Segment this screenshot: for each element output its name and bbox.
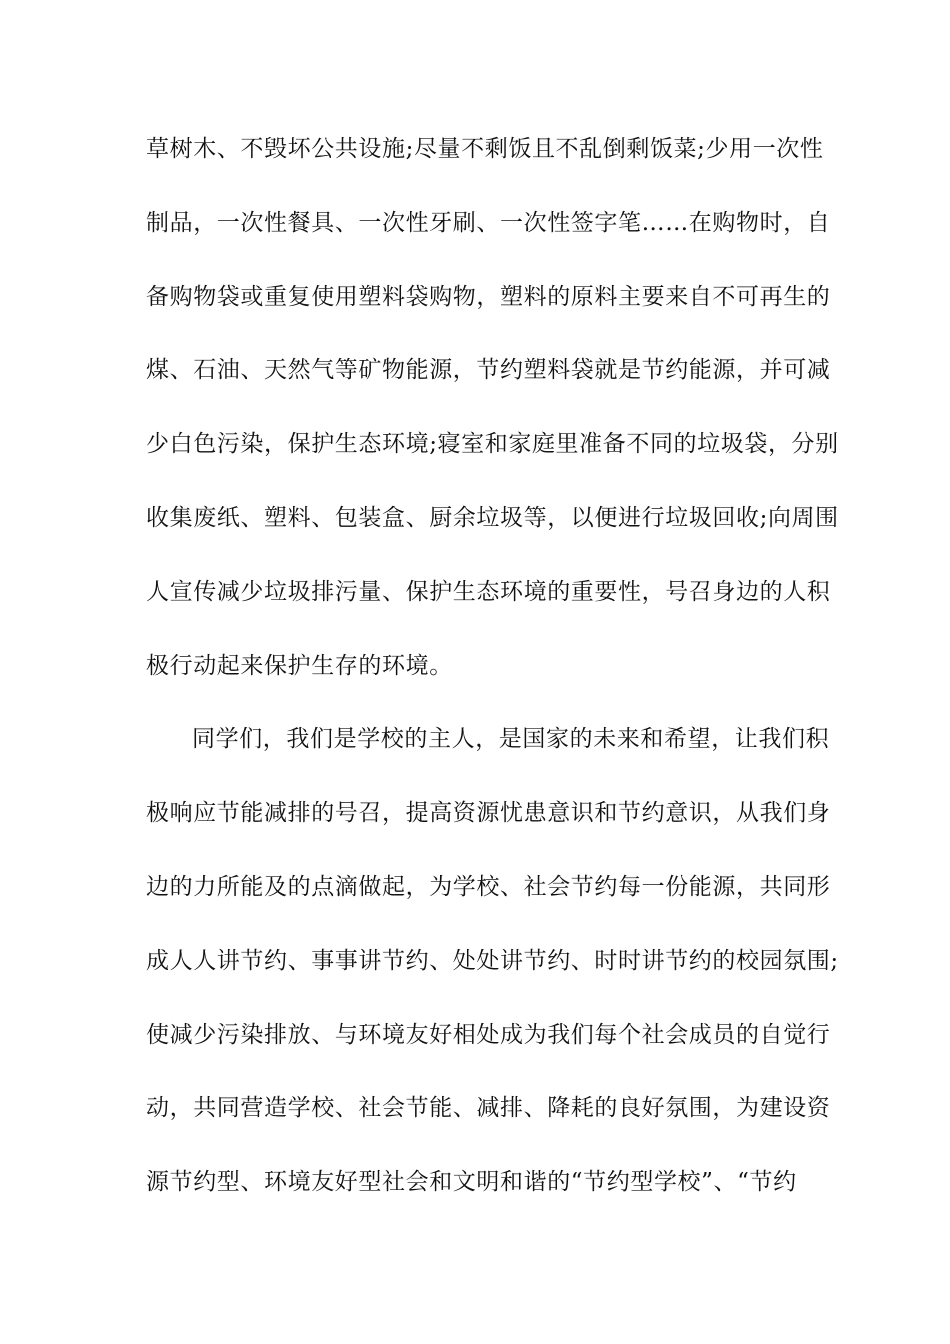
text-line: 煤、石油、天然气等矿物能源，节约塑料袋就是节约能源，并可减: [146, 357, 831, 384]
text-line: 备购物袋或重复使用塑料袋购物，塑料的原料主要来自不可再生的: [146, 283, 831, 310]
text-line: 极响应节能减排的号召，提高资源忧患意识和节约意识，从我们身: [146, 800, 831, 827]
text-line: 使减少污染排放、与环境友好相处成为我们每个社会成员的自觉行: [146, 1021, 831, 1048]
paragraph-start-line: 同学们，我们是学校的主人，是国家的未来和希望，让我们积: [192, 726, 830, 753]
text-line: 成人人讲节约、事事讲节约、处处讲节约、时时讲节约的校园氛围;: [146, 947, 839, 974]
text-line: 制品，一次性餐具、一次性牙刷、一次性签字笔……在购物时，自: [146, 209, 831, 236]
text-line: 草树木、不毁坏公共设施;尽量不剩饭且不乱倒剩饭菜;少用一次性: [146, 136, 824, 162]
text-line: 少白色污染，保护生态环境;寝室和家庭里准备不同的垃圾袋，分别: [146, 431, 839, 458]
text-line: 源节约型、环境友好型社会和文明和谐的“节约型学校”、“节约: [146, 1169, 797, 1196]
text-line: 极行动起来保护生存的环境。: [146, 652, 453, 679]
text-line: 收集废纸、塑料、包装盒、厨余垃圾等，以便进行垃圾回收;向周围: [146, 504, 839, 531]
text-line: 边的力所能及的点滴做起，为学校、社会节约每一份能源，共同形: [146, 873, 831, 900]
body-text: [146, 134, 839, 1241]
text-line: 人宣传减少垃圾排污量、保护生态环境的重要性，号召身边的人积: [146, 578, 831, 605]
text-line: 动，共同营造学校、社会节能、减排、降耗的良好氛围，为建设资: [146, 1095, 831, 1122]
